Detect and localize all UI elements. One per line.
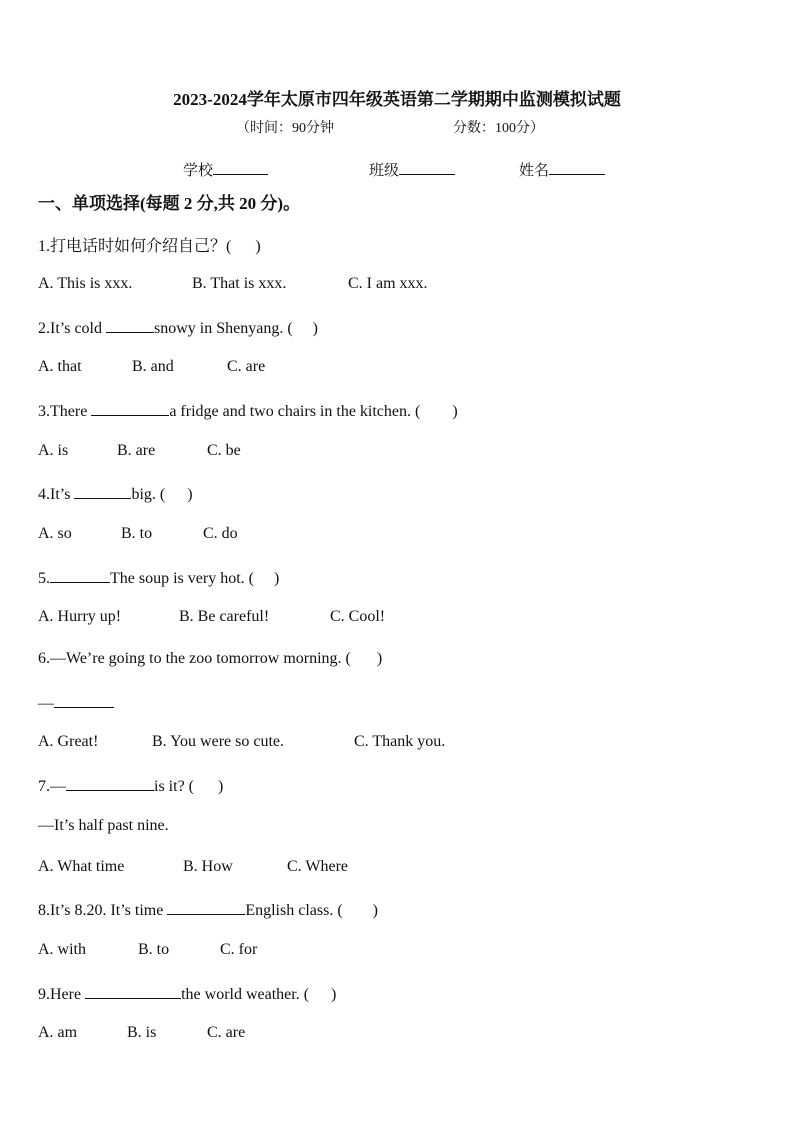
class-blank[interactable] xyxy=(399,159,455,175)
school-field xyxy=(183,159,268,180)
option-b[interactable]: B. and xyxy=(132,358,174,375)
question-7 xyxy=(38,775,223,796)
answer-blank[interactable] xyxy=(66,775,154,791)
answer-blank[interactable] xyxy=(74,483,131,499)
option-b[interactable]: B. How xyxy=(183,858,233,875)
question-number: 4. xyxy=(38,486,50,503)
option-a[interactable]: A. Hurry up! xyxy=(38,608,122,625)
answer-blank[interactable] xyxy=(85,983,181,999)
name-blank[interactable] xyxy=(549,159,605,175)
option-b[interactable]: B. You were so cute. xyxy=(152,733,284,750)
option-c[interactable]: C. for xyxy=(220,941,258,958)
question-1 xyxy=(38,233,261,256)
option-b[interactable]: B. are xyxy=(117,442,156,459)
exam-score: 分数：100分） xyxy=(453,121,544,136)
option-c[interactable]: C. I am xxx. xyxy=(348,275,428,292)
question-text: ) xyxy=(273,570,280,587)
option-c[interactable]: C. are xyxy=(207,1024,246,1041)
class-field xyxy=(369,159,455,180)
school-label: 学校 xyxy=(183,163,214,179)
question-3 xyxy=(38,400,458,421)
option-b[interactable]: B. That is xxx. xyxy=(192,275,287,292)
question-number: 6. xyxy=(38,650,50,667)
reply-line: —It’s half past nine. xyxy=(38,817,169,834)
question-text: It’s cold xyxy=(50,320,102,337)
question-text: big. ( xyxy=(131,486,166,503)
question-text: a fridge and two chairs in the kitchen. ( xyxy=(169,403,421,420)
option-b[interactable]: B. to xyxy=(121,525,153,542)
question-text: —We’re going to the zoo tomorrow morning. ( xyxy=(50,650,351,667)
question-6 xyxy=(38,650,382,668)
question-number: 2. xyxy=(38,320,50,337)
question-text: ) xyxy=(331,986,337,1003)
question-text: ) xyxy=(255,238,261,255)
name-field xyxy=(519,159,605,180)
question-text: The soup is very hot. ( xyxy=(110,570,254,587)
exam-time: （时间：90分钟 xyxy=(236,121,334,136)
option-c[interactable]: C. do xyxy=(203,525,238,542)
option-c[interactable]: C. Cool! xyxy=(330,608,386,625)
question-2 xyxy=(38,317,318,338)
answer-blank[interactable] xyxy=(91,400,169,416)
question-text: 打电话时如何介绍自己？( xyxy=(50,238,232,255)
section-heading: 一、单项选择(每题 2 分,共 20 分)。 xyxy=(38,194,301,213)
name-label: 姓名 xyxy=(519,163,550,179)
option-b[interactable]: B. to xyxy=(138,941,170,958)
question-text: ) xyxy=(218,778,224,795)
option-a[interactable]: A. am xyxy=(38,1024,78,1041)
question-number: 5. xyxy=(38,570,50,587)
option-a[interactable]: A. What time xyxy=(38,858,125,875)
school-blank[interactable] xyxy=(213,159,268,175)
question-number: 7. xyxy=(38,778,50,795)
answer-blank[interactable] xyxy=(106,317,154,333)
answer-blank[interactable] xyxy=(54,692,114,708)
option-b[interactable]: B. is xyxy=(127,1024,157,1041)
question-8 xyxy=(38,899,378,920)
option-c[interactable]: C. Where xyxy=(287,858,349,875)
question-number: 9. xyxy=(38,986,50,1003)
class-label: 班级 xyxy=(369,163,400,179)
option-a[interactable]: A. Great! xyxy=(38,733,99,750)
question-text: ) xyxy=(376,650,383,667)
option-a[interactable]: A. that xyxy=(38,358,82,375)
answer-blank[interactable] xyxy=(167,899,245,915)
option-c[interactable]: C. Thank you. xyxy=(354,733,446,750)
exam-title: 2023-2024学年太原市四年级英语第二学期期中监测模拟试题 xyxy=(173,90,621,109)
option-a[interactable]: A. so xyxy=(38,525,72,542)
option-c[interactable]: C. be xyxy=(207,442,241,459)
reply-line xyxy=(38,692,114,713)
answer-blank[interactable] xyxy=(50,567,110,583)
dash: — xyxy=(38,695,54,712)
question-text: English class. ( xyxy=(245,902,343,919)
question-text: ) xyxy=(187,486,193,503)
question-number: 1. xyxy=(38,238,50,255)
question-5 xyxy=(38,567,279,588)
question-4 xyxy=(38,483,193,504)
question-text: ) xyxy=(312,320,318,337)
question-text: is it? ( xyxy=(154,778,194,795)
option-a[interactable]: A. This is xxx. xyxy=(38,275,133,292)
question-text: It’s xyxy=(50,486,71,503)
question-text: Here xyxy=(50,986,82,1003)
option-b[interactable]: B. Be careful! xyxy=(179,608,270,625)
question-text: — xyxy=(50,778,66,795)
question-number: 8. xyxy=(38,902,50,919)
option-a[interactable]: A. with xyxy=(38,941,86,958)
question-text: snowy in Shenyang. ( xyxy=(154,320,293,337)
question-text: ) xyxy=(372,902,378,919)
option-c[interactable]: C. are xyxy=(227,358,266,375)
option-a[interactable]: A. is xyxy=(38,442,69,459)
question-text: There xyxy=(50,403,88,420)
question-9 xyxy=(38,983,336,1004)
question-text: It’s 8.20. It’s time xyxy=(50,902,164,919)
question-text: the world weather. ( xyxy=(181,986,310,1003)
question-text: ) xyxy=(452,403,458,420)
question-number: 3. xyxy=(38,403,50,420)
